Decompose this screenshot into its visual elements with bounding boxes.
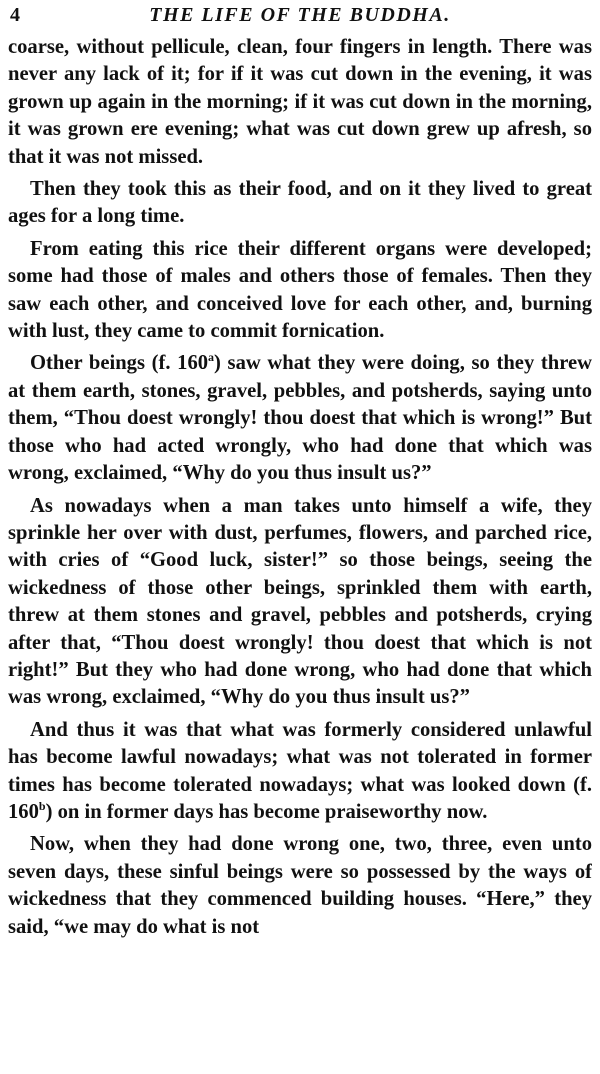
- paragraph-marriage-custom: As nowadays when a man takes unto himself a wife, they sprinkle her over with dust, perfumes, flowers, and parched rice, with cries of “Good luck, sister!” so those beings, seeing the wickedness of those other beings, sprinkled them with earth, threw at them stones and gravel, pebbles and potsherds, crying after that, “Thou doest wrongly! thou doest that which is not right!” But they who had done wrong, who had done that which was wrong, exclaimed, “Why do you thus insult us?”: [8, 494, 592, 709]
- folio-superscript: a: [208, 350, 215, 365]
- running-title: THE LIFE OF THE BUDDHA.: [149, 4, 451, 26]
- paragraph-text: ) on in former days has become praiseworthy now.: [45, 800, 488, 823]
- paragraph-continued: coarse, without pellicule, clean, four fingers in length. There was never any lack of it; for if it was cut down in the evening, it was grown up again in the morning; if it was cut down in the morning, it was grown ere evening; what was cut down grew up afresh, so that it was not missed.: [8, 36, 592, 168]
- paragraph-unlawful-lawful: [8, 717, 592, 827]
- paragraph-text: Other beings (f. 160: [30, 352, 209, 375]
- paragraph-organs-developed: From eating this rice their different organs were developed; some had those of males and others those of females. Then they saw each other, and conceived love for each other, and, burning with lust, they came to commit fornication.: [8, 237, 592, 343]
- page-number: 4: [10, 4, 20, 26]
- body-text: [8, 34, 592, 941]
- paragraph-text: And thus it was that what was formerly considered unlawful has become lawful nowadays; what was not tolerated in former times has become tolerated nowadays; what was looked down (f. 160: [8, 718, 592, 823]
- paragraph-text: ) saw what they were doing, so they threw at them earth, stones, gravel, pebbles, and potsherds, saying unto them, “Thou doest wrongly! thou doest that which is wrong!” But those who had acted wrongly, who had done that which was wrong, exclaimed, “Why do you thus insult us?”: [8, 352, 592, 485]
- folio-superscript: b: [38, 799, 46, 814]
- book-page: [8, 0, 592, 1074]
- page-header: [8, 0, 592, 34]
- paragraph-other-beings: [8, 350, 592, 487]
- paragraph-rice-as-food: Then they took this as their food, and on it they lived to great ages for a long time.: [8, 178, 592, 228]
- paragraph-building-houses: Now, when they had done wrong one, two, three, even unto seven days, these sinful beings were so possessed by the ways of wickedness that they commenced building houses. “Here,” they said, “we may do what is not: [8, 833, 592, 938]
